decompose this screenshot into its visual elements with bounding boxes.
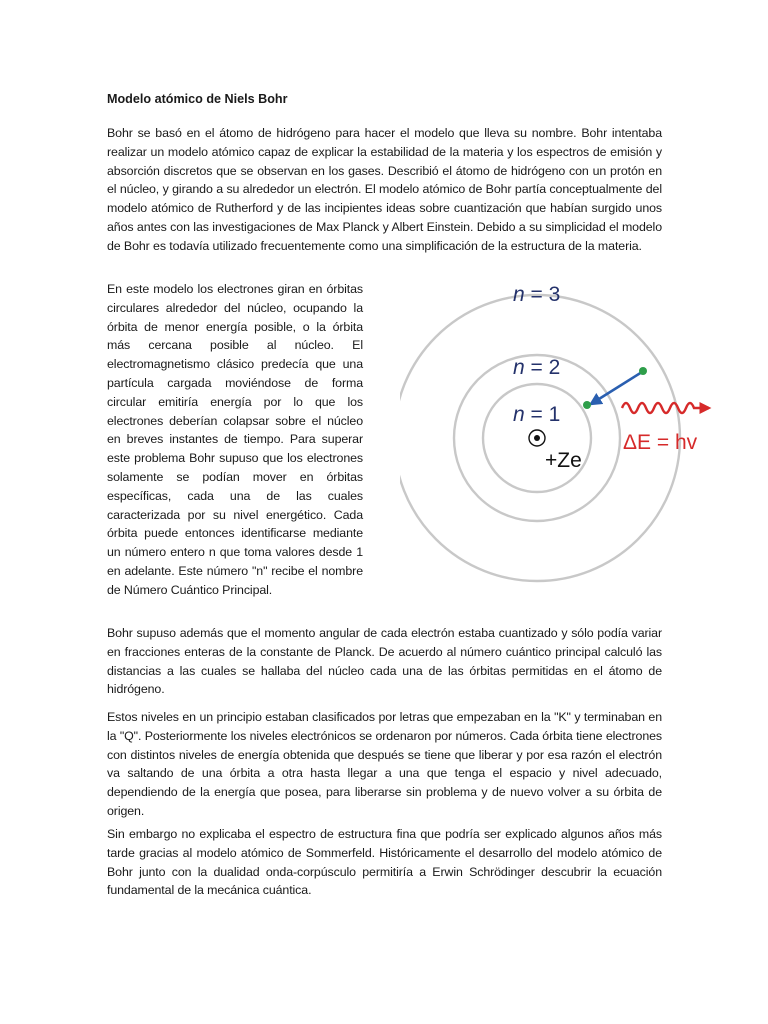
transition-arrow — [591, 372, 642, 404]
electron-n3 — [639, 367, 647, 375]
bohr-model-svg — [400, 276, 740, 616]
energy-label: ΔE = hv — [623, 431, 698, 454]
photon-wave — [622, 403, 709, 413]
paragraph-limitations: Sin embargo no explicaba el espectro de estructura fina que podría ser explicado algunos años más tarde gracias al modelo atómico de Sommerfeld. Históricamente el desarrollo del modelo atómico de Bohr junto con la dualidad onda-corpúsculo permitiría a Erwin Schrödinger descubrir la ecuación fundamental de la mecánica cuántica. — [107, 827, 662, 898]
bohr-model-diagram — [400, 276, 740, 616]
paragraph-orbits: En este modelo los electrones giran en órbitas circulares alrededor del núcleo, ocupando la órbita de menor energía posible, o la órbita más cercana posible al núcleo. El electromagnetismo clásico predecía que una partícula cargada moviéndose de forma circular emitiría energía por lo que los electrones deberían colapsar sobre el núcleo en breves instantes de tiempo. Para superar este problema Bohr supuso que los electrones solamente se podían mover en órbitas específicas, cada una de las cuales caracterizada por su nivel energético. Cada órbita puede entonces identificarse mediante un número entero n que toma valores desde 1 en adelante. Este número "n" recibe el nombre de Número Cuántico Principal. — [107, 282, 363, 597]
orbit-label-n2: n = 2 — [513, 356, 561, 379]
paragraph-levels: Estos niveles en un principio estaban clasificados por letras que empezaban en la "K" y terminaban en la "Q". Posteriormente los niveles electrónicos se ordenaron por números. Cada órbita tiene electrones con distintos niveles de energía obtenida que después se tiene que liberar y por esa razón el electrón va saltando de una órbita a otra hasta llegar a una que tenga el espacio y nivel adecuado, dependiendo de la energía que posea, para liberarse sin problema y de nuevo volver a su órbita de origen. — [107, 710, 662, 818]
orbit-label-n3: n = 3 — [513, 283, 561, 306]
document-title: Modelo atómico de Niels Bohr — [107, 92, 288, 106]
paragraph-intro: Bohr se basó en el átomo de hidrógeno para hacer el modelo que lleva su nombre. Bohr intentaba realizar un modelo atómico capaz de explicar la estabilidad de la materia y los espectros de emisión y absorción discretos que se observan en los gases. Describió el átomo de hidrógeno con un protón en el núcleo, y girando a su alrededor un electrón. El modelo atómico de Bohr partía conceptualmente del modelo atómico de Rutherford y de las incipientes ideas sobre cuantización que habían surgido unos años antes con las investigaciones de Max Planck y Albert Einstein. Debido a su simplicidad el modelo de Bohr es todavía utilizado frecuentemente como una simplificación de la estructura de la materia. — [107, 126, 662, 253]
orbit-label-n1: n = 1 — [513, 403, 561, 426]
nucleus-core — [534, 435, 540, 441]
paragraph-angular-momentum: Bohr supuso además que el momento angular de cada electrón estaba cuantizado y sólo podía variar en fracciones enteras de la constante de Planck. De acuerdo al número cuántico principal calculó las distancias a las cuales se hallaba del núcleo cada una de las órbitas permitidas en el átomo de hidrógeno. — [107, 626, 662, 697]
electron-n2 — [583, 401, 591, 409]
nucleus-charge-label: +Ze — [545, 449, 582, 472]
